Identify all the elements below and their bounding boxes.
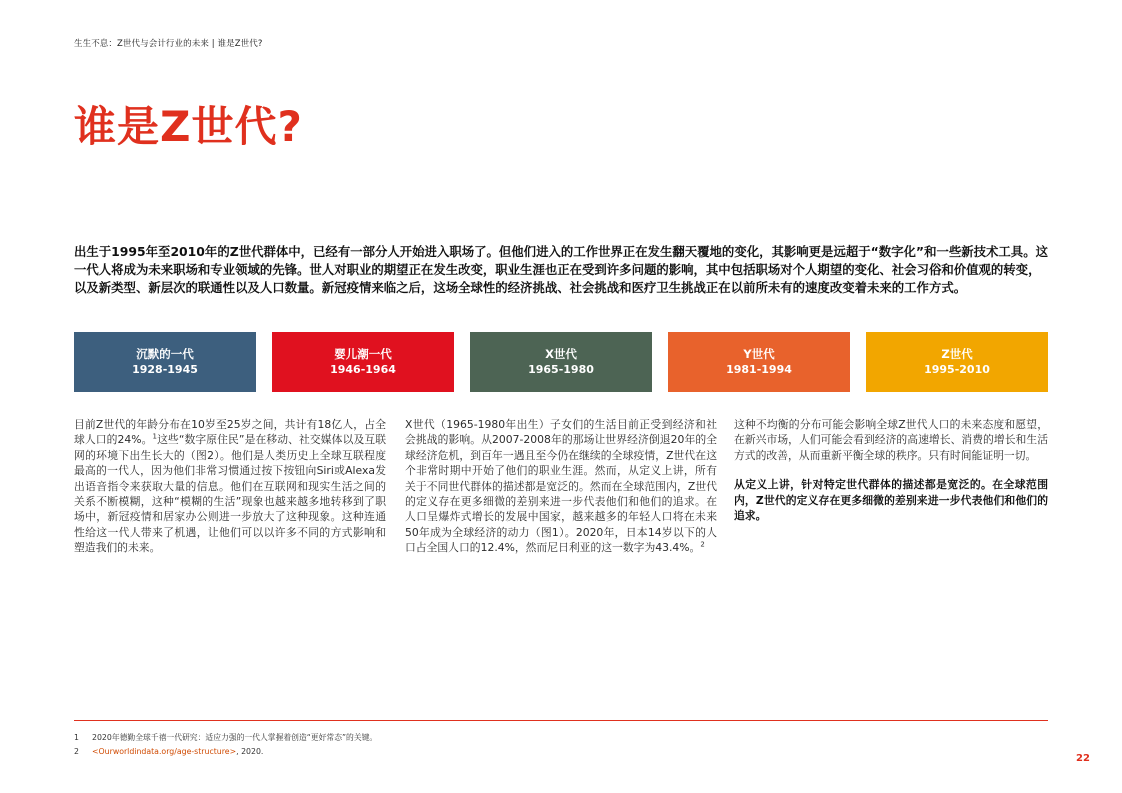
generation-years: 1946-1964	[330, 363, 396, 376]
generation-box-boomers	[272, 332, 454, 392]
text-column-1	[74, 417, 386, 570]
intro-paragraph: 出生于1995年至2010年的Z世代群体中，已经有一部分人开始进入职场了。但他们进入的工作世界正在发生翻天覆地的变化，其影响更是远超于“数字化”和一些新技术工具。这一代人将成为未来职场和专业领域的先锋。世人对职业的期望正在发生改变，职业生涯也正在受到许多问题的影响，其中包括职场对个人期望的变化、社会习俗和价值观的转变，以及新类型、新层次的联通性以及人口数量。新冠疫情来临之后，这场全球性的经济挑战、社会挑战和医疗卫生挑战正在以前所未有的速度改变着未来的工作方式。	[74, 244, 1048, 295]
generation-label: Z世代	[941, 347, 973, 361]
text-column-2	[405, 417, 717, 570]
body-text: 这些“数字原住民”是在移动、社交媒体以及互联网的环境下出生长大的（图2）。他们是人类历史上全球互联程度最高的一代人，因为他们非常习惯通过按下按钮向Siri或Alexa发出语音指令来获取大量的信息。他们在互联网和现实生活之间的关系不断模糊，这种“模糊的生活”现象也越来越多地转移到了职场中，新冠疫情和居家办公则进一步放大了这种现象。这种连通性给这一代人带来了机遇，让他们可以以许多不同的方式影响和塑造我们的未来。	[74, 433, 387, 555]
generation-label: Y世代	[743, 347, 775, 361]
body-paragraph: 这种不均衡的分布可能会影响全球Z世代人口的未来态度和愿望，在新兴市场，人们可能会看到经济的高速增长、消费的增长和生活方式的改善，从而重新平衡全球的秩序。只有时间能证明一切。	[734, 418, 1048, 462]
page-title: 谁是Z世代?	[74, 102, 303, 151]
footnote-1	[74, 731, 377, 745]
generation-years: 1965-1980	[528, 363, 594, 376]
footnote-text: 2020年德勤全球千禧一代研究：适应力强的一代人掌握着创造“更好常态”的关键。	[92, 733, 378, 742]
page-number: 22	[1076, 753, 1090, 764]
generation-label: 沉默的一代	[136, 347, 194, 361]
generation-box-gen-y	[668, 332, 850, 392]
footnote-number: 2	[74, 747, 79, 756]
body-paragraph	[74, 417, 386, 556]
text-column-3	[734, 417, 1048, 537]
footnote-divider	[74, 720, 1048, 721]
footnote-number: 1	[74, 733, 79, 742]
generation-label: 婴儿潮一代	[334, 347, 392, 361]
footnote-link[interactable]: <Ourworldindata.org/age-structure>	[92, 747, 237, 756]
breadcrumb: 生生不息：Z世代与会计行业的未来 | 谁是Z世代?	[74, 39, 263, 49]
body-paragraph	[405, 417, 717, 556]
footnotes	[74, 731, 377, 759]
generation-label: X世代	[545, 347, 577, 361]
body-text: 目前Z世代的年龄分布在10岁至25岁之间，共计有18亿人，占全球人口的24%。	[74, 418, 386, 447]
generation-box-silent	[74, 332, 256, 392]
generation-years: 1928-1945	[132, 363, 198, 376]
generation-timeline	[74, 332, 1048, 392]
generation-box-gen-x	[470, 332, 652, 392]
footnote-text: , 2020.	[236, 747, 264, 756]
highlight-paragraph: 从定义上讲，针对特定世代群体的描述都是宽泛的。在全球范围内，Z世代的定义存在更多细微的差别来进一步代表他们和他们的追求。	[734, 478, 1048, 523]
footnote-2	[74, 745, 377, 759]
footnote-ref: 1	[152, 432, 157, 441]
generation-years: 1981-1994	[726, 363, 792, 376]
body-text: X世代（1965-1980年出生）子女们的生活目前正受到经济和社会挑战的影响。从2007-2008年的那场让世界经济倒退20年的全球经济危机，到百年一遇且至今仍在继续的全球疫情，Z世代在这个非常时期中开始了他们的职业生涯。然而，从定义上讲，所有关于不同世代群体的描述都是宽泛的。然而在全球范围内，Z世代的定义存在更多细微的差别来进一步代表他们和他们的追求。在人口呈爆炸式增长的发展中国家，越来越多的年轻人口将在未来50年成为全球经济的动力（图1）。2020年，日本14岁以下的人口占全国人口的12.4%，然而尼日利亚的这一数字为43.4%。	[405, 418, 717, 555]
footnote-ref: 2	[700, 540, 705, 549]
generation-years: 1995-2010	[924, 363, 990, 376]
generation-box-gen-z	[866, 332, 1048, 392]
